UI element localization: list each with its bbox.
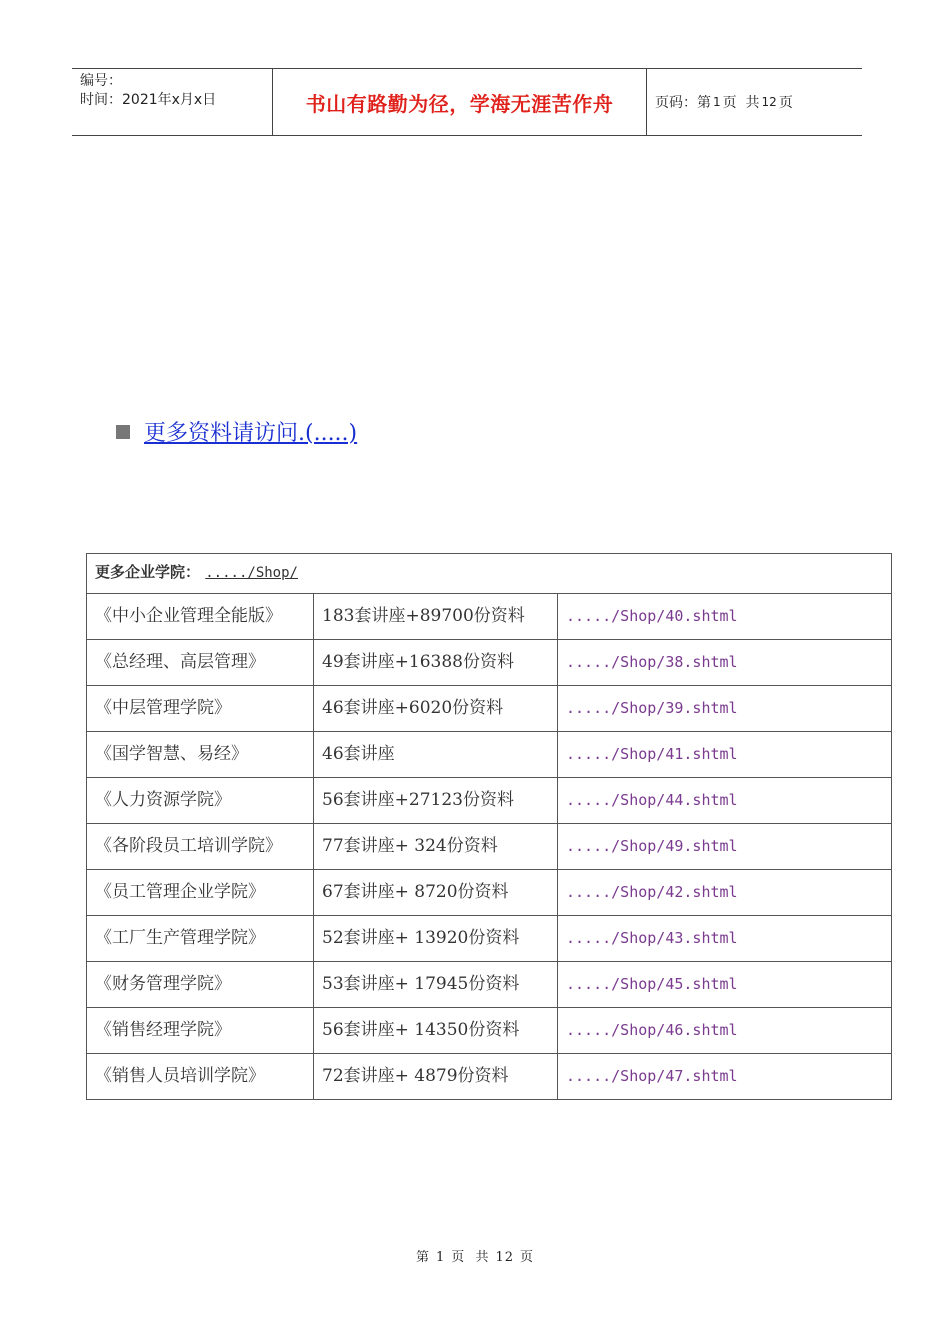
page-suffix: 页 xyxy=(778,95,793,111)
header-page-number xyxy=(647,69,862,135)
url-cell xyxy=(558,686,892,732)
shop-url-link[interactable]: ...../Shop/40.shtml xyxy=(566,607,738,625)
more-resources-link[interactable]: 更多资料请访问.(.....) xyxy=(144,421,358,446)
table-row xyxy=(87,640,892,686)
shop-link[interactable]: ...../Shop/ xyxy=(205,565,298,581)
table-row xyxy=(87,594,892,640)
table-row xyxy=(87,732,892,778)
url-cell xyxy=(558,640,892,686)
header-meta xyxy=(72,69,273,135)
academy-name: 《各阶段员工培训学院》 xyxy=(87,824,314,870)
shop-url-link[interactable]: ...../Shop/43.shtml xyxy=(566,929,738,947)
resource-count: 52套讲座+ 13920份资料 xyxy=(314,916,558,962)
resource-count: 67套讲座+ 8720份资料 xyxy=(314,870,558,916)
shop-url-link[interactable]: ...../Shop/41.shtml xyxy=(566,745,738,763)
resource-count: 49套讲座+16388份资料 xyxy=(314,640,558,686)
footer-suffix: 页 xyxy=(520,1250,535,1265)
url-cell xyxy=(558,916,892,962)
resource-count: 46套讲座+6020份资料 xyxy=(314,686,558,732)
shop-url-link[interactable]: ...../Shop/46.shtml xyxy=(566,1021,738,1039)
academy-name: 《工厂生产管理学院》 xyxy=(87,916,314,962)
page-current: 1 xyxy=(713,95,721,109)
table-row xyxy=(87,686,892,732)
header-motto: 书山有路勤为径，学海无涯苦作舟 xyxy=(273,69,647,135)
resource-count: 72套讲座+ 4879份资料 xyxy=(314,1054,558,1100)
academy-name: 《中小企业管理全能版》 xyxy=(87,594,314,640)
url-cell xyxy=(558,1054,892,1100)
academy-table xyxy=(86,553,892,1100)
table-row xyxy=(87,824,892,870)
table-header-cell xyxy=(87,554,892,594)
more-link-row xyxy=(116,416,357,447)
resource-count: 46套讲座 xyxy=(314,732,558,778)
square-bullet-icon xyxy=(116,425,130,439)
academy-name: 《中层管理学院》 xyxy=(87,686,314,732)
academy-name: 《总经理、高层管理》 xyxy=(87,640,314,686)
footer-current: 1 xyxy=(435,1250,446,1265)
table-row xyxy=(87,962,892,1008)
shop-url-link[interactable]: ...../Shop/49.shtml xyxy=(566,837,738,855)
url-cell xyxy=(558,824,892,870)
resource-count: 56套讲座+27123份资料 xyxy=(314,778,558,824)
url-cell xyxy=(558,870,892,916)
page-total: 12 xyxy=(761,95,777,109)
url-cell xyxy=(558,1008,892,1054)
url-cell xyxy=(558,594,892,640)
url-cell xyxy=(558,732,892,778)
academy-name: 《人力资源学院》 xyxy=(87,778,314,824)
resource-count: 53套讲座+ 17945份资料 xyxy=(314,962,558,1008)
academy-name: 《员工管理企业学院》 xyxy=(87,870,314,916)
shop-url-link[interactable]: ...../Shop/38.shtml xyxy=(566,653,738,671)
page-header xyxy=(72,68,862,136)
shop-url-link[interactable]: ...../Shop/42.shtml xyxy=(566,883,738,901)
table-row xyxy=(87,778,892,824)
table-header-row xyxy=(87,554,892,594)
academy-name: 《销售经理学院》 xyxy=(87,1008,314,1054)
number-label: 编号： xyxy=(80,73,122,89)
academy-name: 《财务管理学院》 xyxy=(87,962,314,1008)
shop-url-link[interactable]: ...../Shop/39.shtml xyxy=(566,699,738,717)
table-row xyxy=(87,916,892,962)
page-mid: 页 共 xyxy=(722,95,760,111)
shop-url-link[interactable]: ...../Shop/44.shtml xyxy=(566,791,738,809)
resource-count: 77套讲座+ 324份资料 xyxy=(314,824,558,870)
resource-count: 183套讲座+89700份资料 xyxy=(314,594,558,640)
footer-mid: 页 共 xyxy=(451,1250,490,1265)
table-header-label: 更多企业学院： xyxy=(95,563,201,581)
shop-url-link[interactable]: ...../Shop/45.shtml xyxy=(566,975,738,993)
table-row xyxy=(87,870,892,916)
resource-count: 56套讲座+ 14350份资料 xyxy=(314,1008,558,1054)
academy-name: 《销售人员培训学院》 xyxy=(87,1054,314,1100)
shop-url-link[interactable]: ...../Shop/47.shtml xyxy=(566,1067,738,1085)
url-cell xyxy=(558,778,892,824)
url-cell xyxy=(558,962,892,1008)
footer-total: 12 xyxy=(495,1250,515,1265)
table-row xyxy=(87,1008,892,1054)
academy-name: 《国学智慧、易经》 xyxy=(87,732,314,778)
page-footer xyxy=(0,1246,950,1265)
time-label: 时间：2021年x月x日 xyxy=(80,92,217,108)
footer-prefix: 第 xyxy=(415,1250,430,1265)
table-row xyxy=(87,1054,892,1100)
page-prefix: 页码：第 xyxy=(655,95,711,111)
